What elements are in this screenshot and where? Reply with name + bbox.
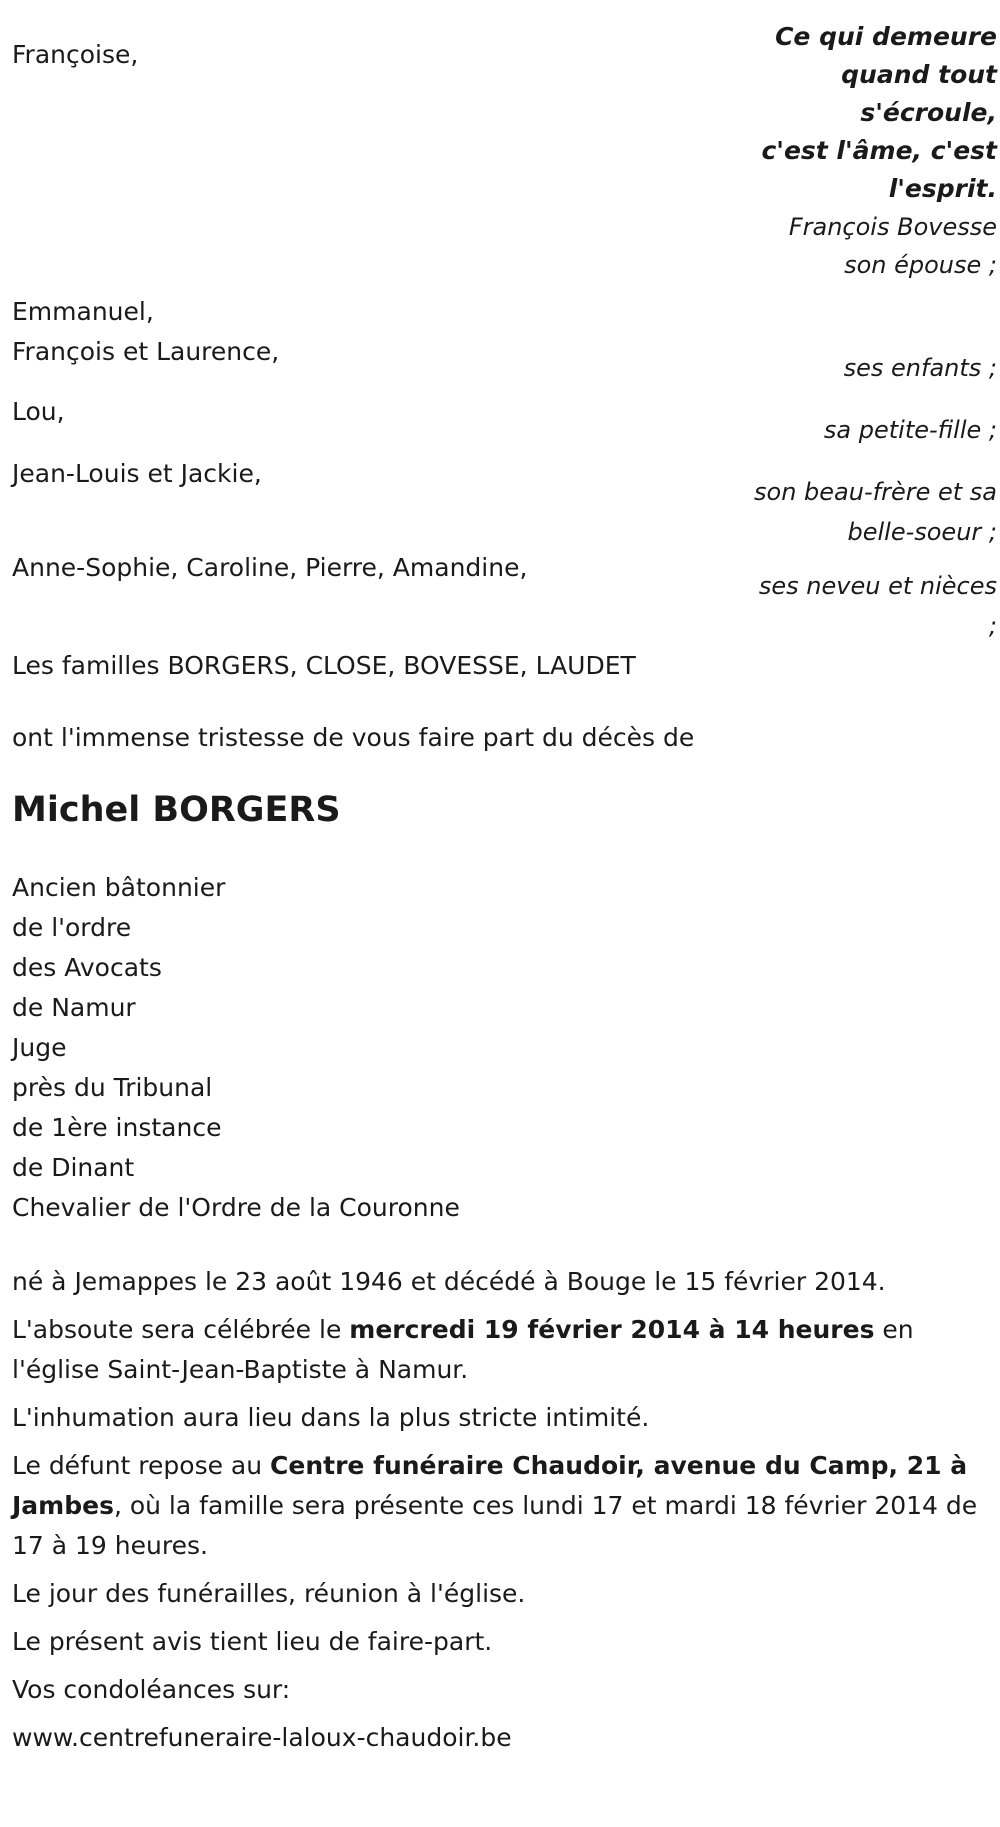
children-block xyxy=(12,297,997,402)
quote-line: l'esprit. xyxy=(888,174,997,203)
title-line: de 1ère instance xyxy=(12,1113,222,1142)
repose-place: Centre funéraire Chaudoir, avenue du Camp, 21 à Jambes xyxy=(12,1451,968,1520)
nephews-names: Anne-Sophie, Caroline, Pierre, Amandine, xyxy=(12,553,528,582)
announcement: ont l'immense tristesse de vous faire part du décès de xyxy=(12,723,695,752)
in-laws-block xyxy=(12,454,997,554)
titles-list xyxy=(12,868,997,1228)
title-line: de l'ordre xyxy=(12,913,132,942)
title-line: près du Tribunal xyxy=(12,1073,213,1102)
grandchild-name: Lou, xyxy=(12,397,65,426)
spouse-name: Françoise, xyxy=(12,40,139,69)
birth-death: né à Jemappes le 23 août 1946 et décédé à Bouge le 15 février 2014. xyxy=(12,1267,886,1296)
epigraph xyxy=(757,18,997,284)
spouse-block xyxy=(12,0,997,300)
absoute-date: mercredi 19 février 2014 à 14 heures xyxy=(349,1315,875,1344)
title-line: de Dinant xyxy=(12,1153,135,1182)
grandchild-block xyxy=(12,397,997,454)
quote-line: c'est l'âme, c'est xyxy=(761,136,997,165)
relation-spouse: son épouse ; xyxy=(844,251,997,279)
title-line: de Namur xyxy=(12,993,136,1022)
funerailles-info: Le jour des funérailles, réunion à l'église. xyxy=(12,1579,526,1608)
repose-hours: , où la famille sera présente ces lundi 17 et mardi 18 février 2014 de 17 à 19 heures. xyxy=(12,1491,978,1560)
repose-text: Le défunt repose au xyxy=(12,1451,271,1480)
relation-in-laws xyxy=(754,472,997,552)
child-name: François et Laurence, xyxy=(12,337,280,366)
relation-line: ses neveu et nièces xyxy=(758,572,997,600)
absoute-info xyxy=(12,1310,997,1390)
relation-line: belle-soeur ; xyxy=(847,518,997,546)
title-line: des Avocats xyxy=(12,953,162,982)
relation-nephews xyxy=(759,566,997,646)
nephews-block xyxy=(12,554,997,646)
title-line: Ancien bâtonnier xyxy=(12,873,226,902)
relation-grandchild: sa petite-fille ; xyxy=(823,416,997,444)
repose-info xyxy=(12,1446,997,1566)
relation-line: son beau-frère et sa xyxy=(754,478,997,506)
in-laws-names: Jean-Louis et Jackie, xyxy=(12,459,262,488)
relation-line: ; xyxy=(988,612,997,640)
quote-line: quand tout xyxy=(841,60,997,89)
deceased-name: Michel BORGERS xyxy=(12,790,341,830)
website-link[interactable]: www.centrefuneraire-laloux-chaudoir.be xyxy=(12,1723,512,1752)
children-names xyxy=(12,292,279,372)
avis-info: Le présent avis tient lieu de faire-part. xyxy=(12,1627,493,1656)
quote-line: Ce qui demeure xyxy=(775,22,997,51)
families-line: Les familles BORGERS, CLOSE, BOVESSE, LAUDET xyxy=(12,651,636,680)
obituary-page xyxy=(12,0,997,1766)
inhumation-info: L'inhumation aura lieu dans la plus stricte intimité. xyxy=(12,1403,650,1432)
details xyxy=(12,1262,997,1758)
condoleances-label: Vos condoléances sur: xyxy=(12,1675,291,1704)
quote-author: François Bovesse xyxy=(788,213,997,241)
title-line: Juge xyxy=(12,1033,67,1062)
relation-children: ses enfants ; xyxy=(843,354,997,382)
absoute-text: L'absoute sera célébrée le xyxy=(12,1315,350,1344)
quote-line: s'écroule, xyxy=(860,98,997,127)
child-name: Emmanuel, xyxy=(12,297,154,326)
title-line: Chevalier de l'Ordre de la Couronne xyxy=(12,1193,460,1222)
absoute-location: en l'église Saint-Jean-Baptiste à Namur. xyxy=(12,1315,914,1384)
